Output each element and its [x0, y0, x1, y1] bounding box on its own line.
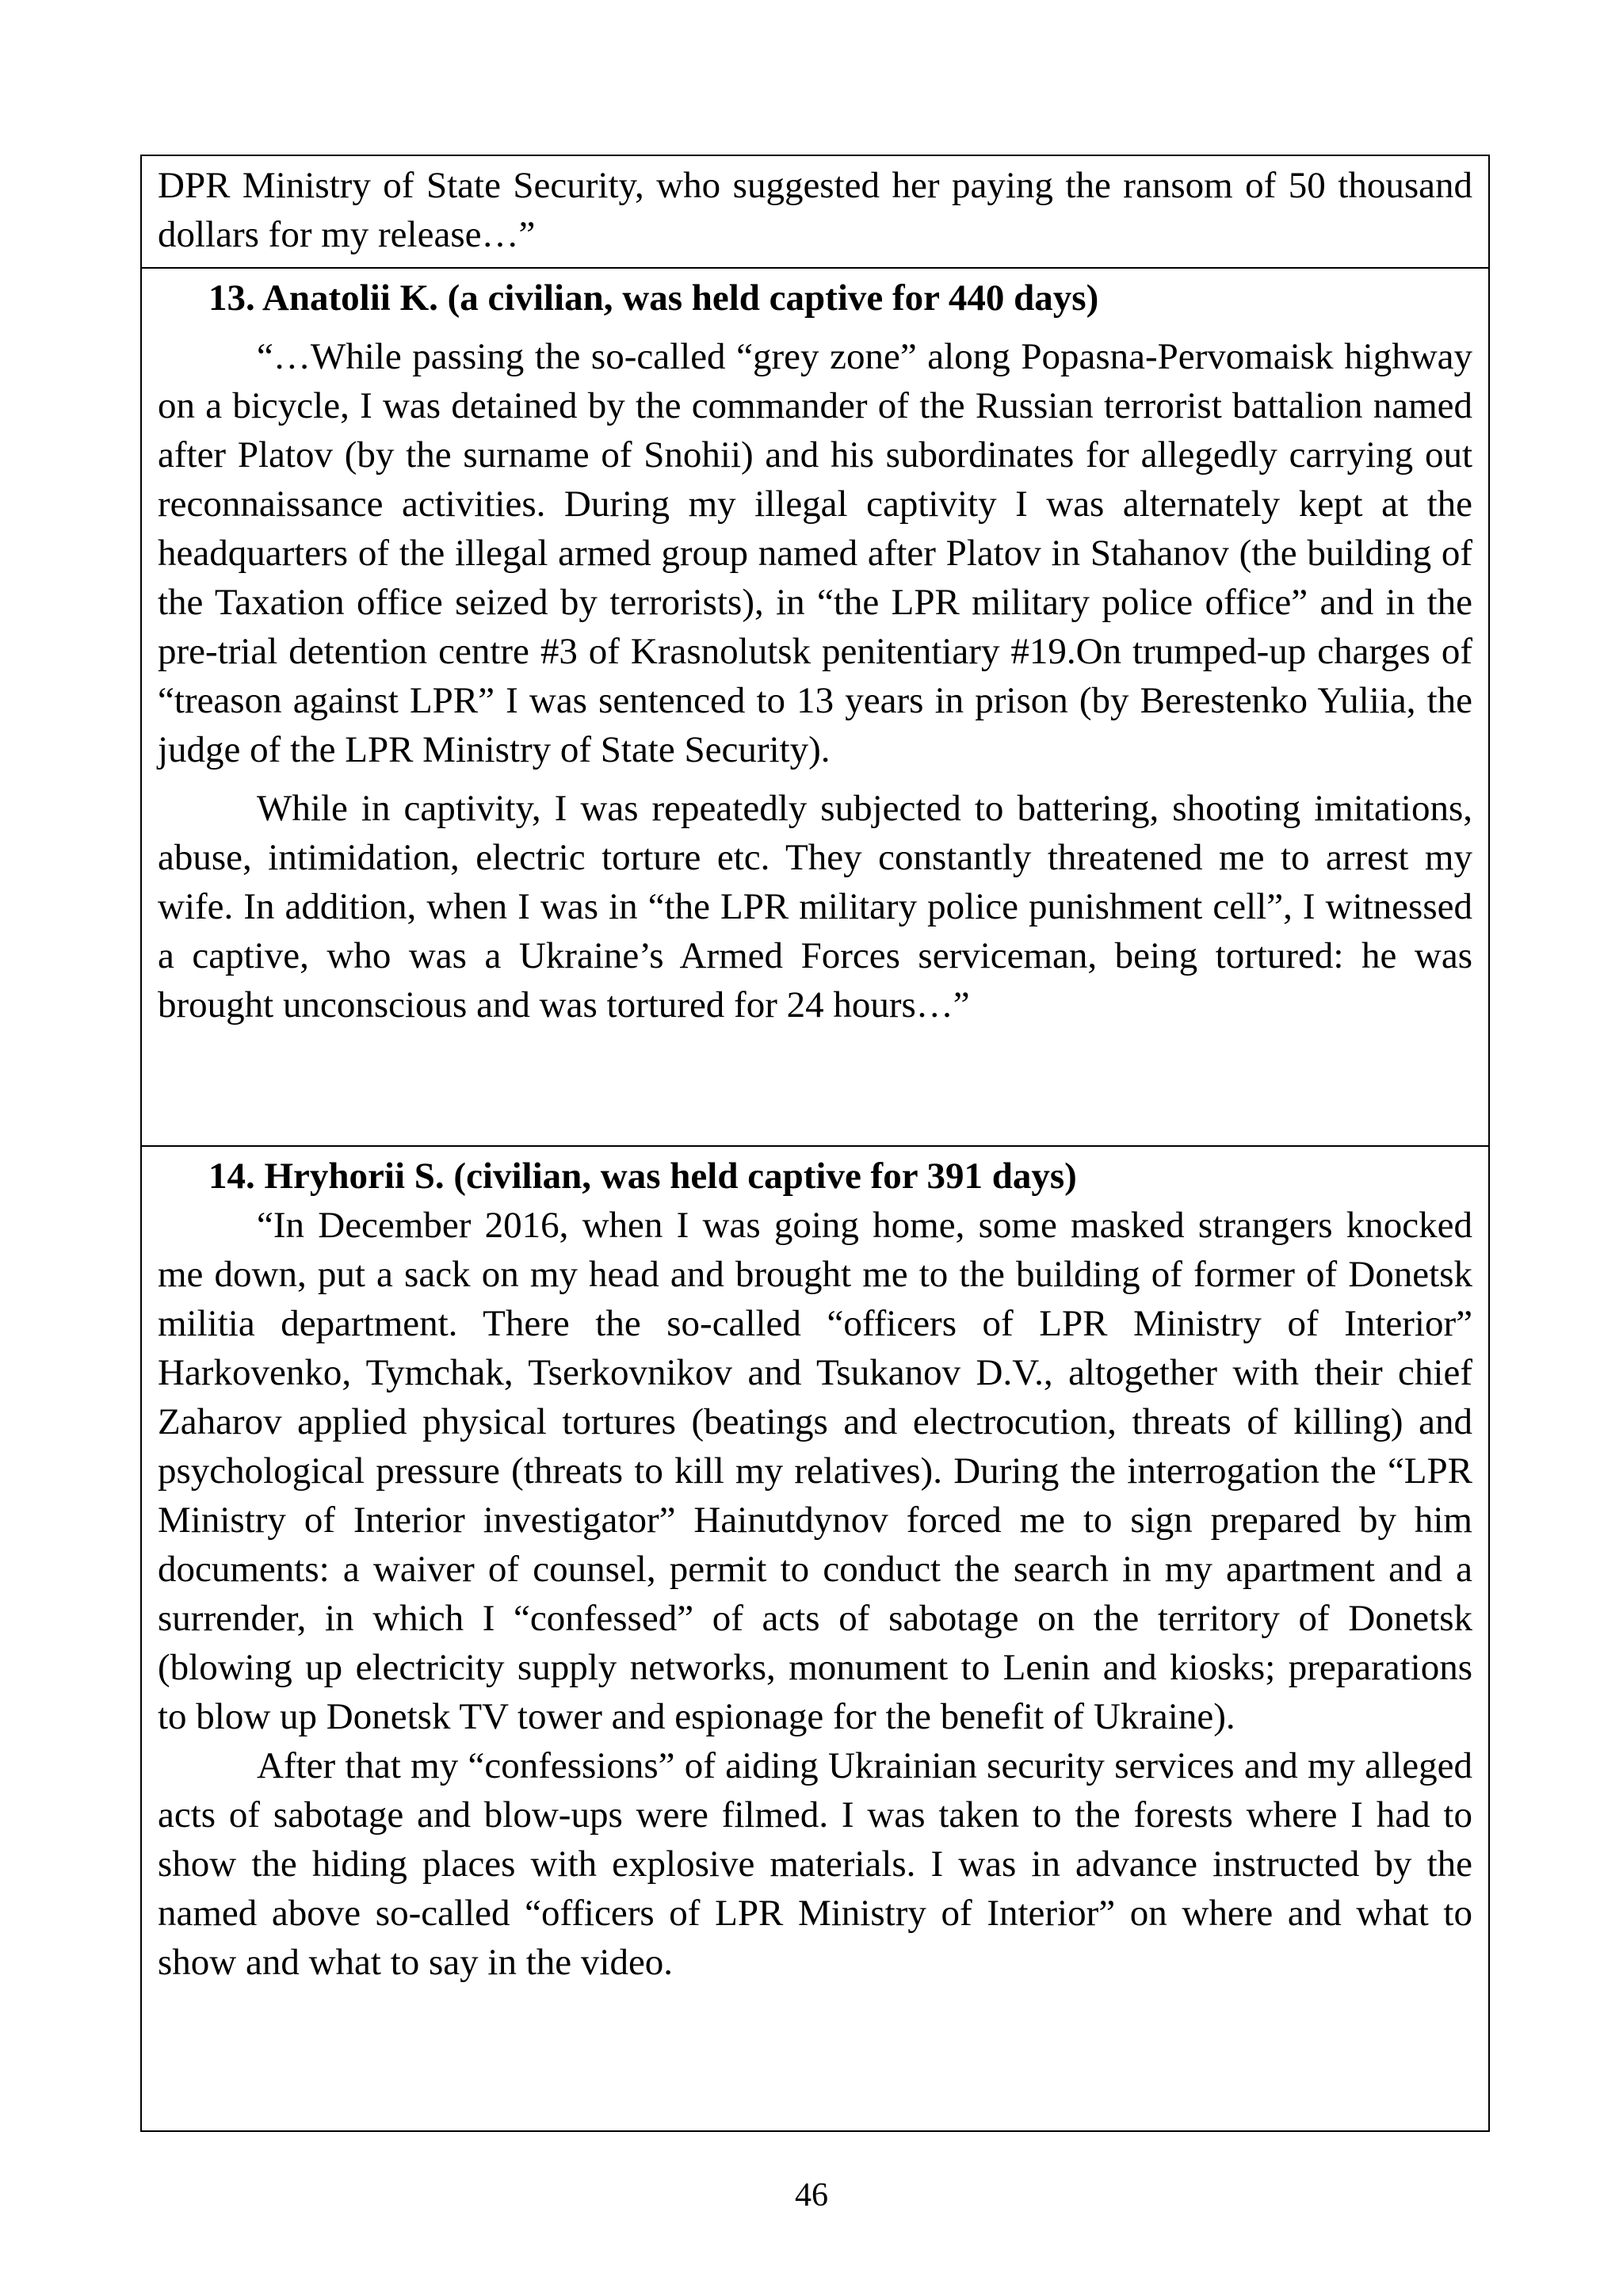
testimony-table: [140, 155, 1490, 2132]
table-row: [141, 155, 1489, 268]
continuation-cell: [141, 155, 1489, 268]
testimony-heading-13: 13. Anatolii K. (a civilian, was held captive for 440 days): [208, 277, 1099, 319]
testimony-paragraph: “…While passing the so-called “grey zone” along Popasna-Pervomaisk highway on a bicycle, I was detained by the commander of the Russian terrorist battalion named after Platov (by the surname of Snohii) and his subordinates for allegedly carrying out reconnaissance activities. During my illegal captivity I was alternately kept at the headquarters of the illegal armed group named after Platov in Stahanov (the building of the Taxation office seized by terrorists), in “the LPR military police office” and in the pre-trial detention centre #3 of Krasnolutsk penitentiary #19.On trumped-up charges of “treason against LPR” I was sentenced to 13 years in prison (by Berestenko Yuliia, the judge of the LPR Ministry of State Security).: [158, 336, 1472, 770]
table-row: [141, 1146, 1489, 2131]
testimony-cell-13: [141, 268, 1489, 1146]
testimony-paragraph: After that my “confessions” of aiding Ukrainian security services and my alleged acts of sabotage and blow-ups were filmed. I was taken to the forests where I had to show the hiding places with explosive materials. I was in advance instructed by the named above so-called “officers of LPR Ministry of Interior” on where and what to show and what to say in the video.: [158, 1745, 1472, 1983]
testimony-heading-14: 14. Hryhorii S. (civilian, was held captive for 391 days): [208, 1156, 1077, 1197]
testimony-paragraph: While in captivity, I was repeatedly subjected to battering, shooting imitations, abuse, intimidation, electric torture etc. They constantly threatened me to arrest my wife. In addition, when I was in “the LPR military police punishment cell”, I witnessed a captive, who was a Ukraine’s Armed Forces serviceman, being tortured: he was brought unconscious and was tortured for 24 hours…”: [158, 788, 1472, 1026]
page-number: 46: [795, 2177, 828, 2214]
table-row: [141, 268, 1489, 1146]
testimony-cell-14: [141, 1146, 1489, 2131]
testimony-paragraph: “In December 2016, when I was going home, some masked strangers knocked me down, put a sack on my head and brought me to the building of former of Donetsk militia department. There the so-called “officers of LPR Ministry of Interior” Harkovenko, Tymchak, Tserkovnikov and Tsukanov D.V., altogether with their chief Zaharov applied physical tortures (beatings and electrocution, threats of killing) and psychological pressure (threats to kill my relatives). During the interrogation the “LPR Ministry of Interior investigator” Hainutdynov forced me to sign prepared by him documents: a waiver of counsel, permit to conduct the search in my apartment and a surrender, in which I “confessed” of acts of sabotage on the territory of Donetsk (blowing up electricity supply networks, monument to Lenin and kiosks; preparations to blow up Donetsk TV tower and espionage for the benefit of Ukraine).: [158, 1205, 1472, 1737]
continuation-text: DPR Ministry of State Security, who suggested her paying the ransom of 50 thousand dollars for my release…”: [158, 165, 1472, 255]
